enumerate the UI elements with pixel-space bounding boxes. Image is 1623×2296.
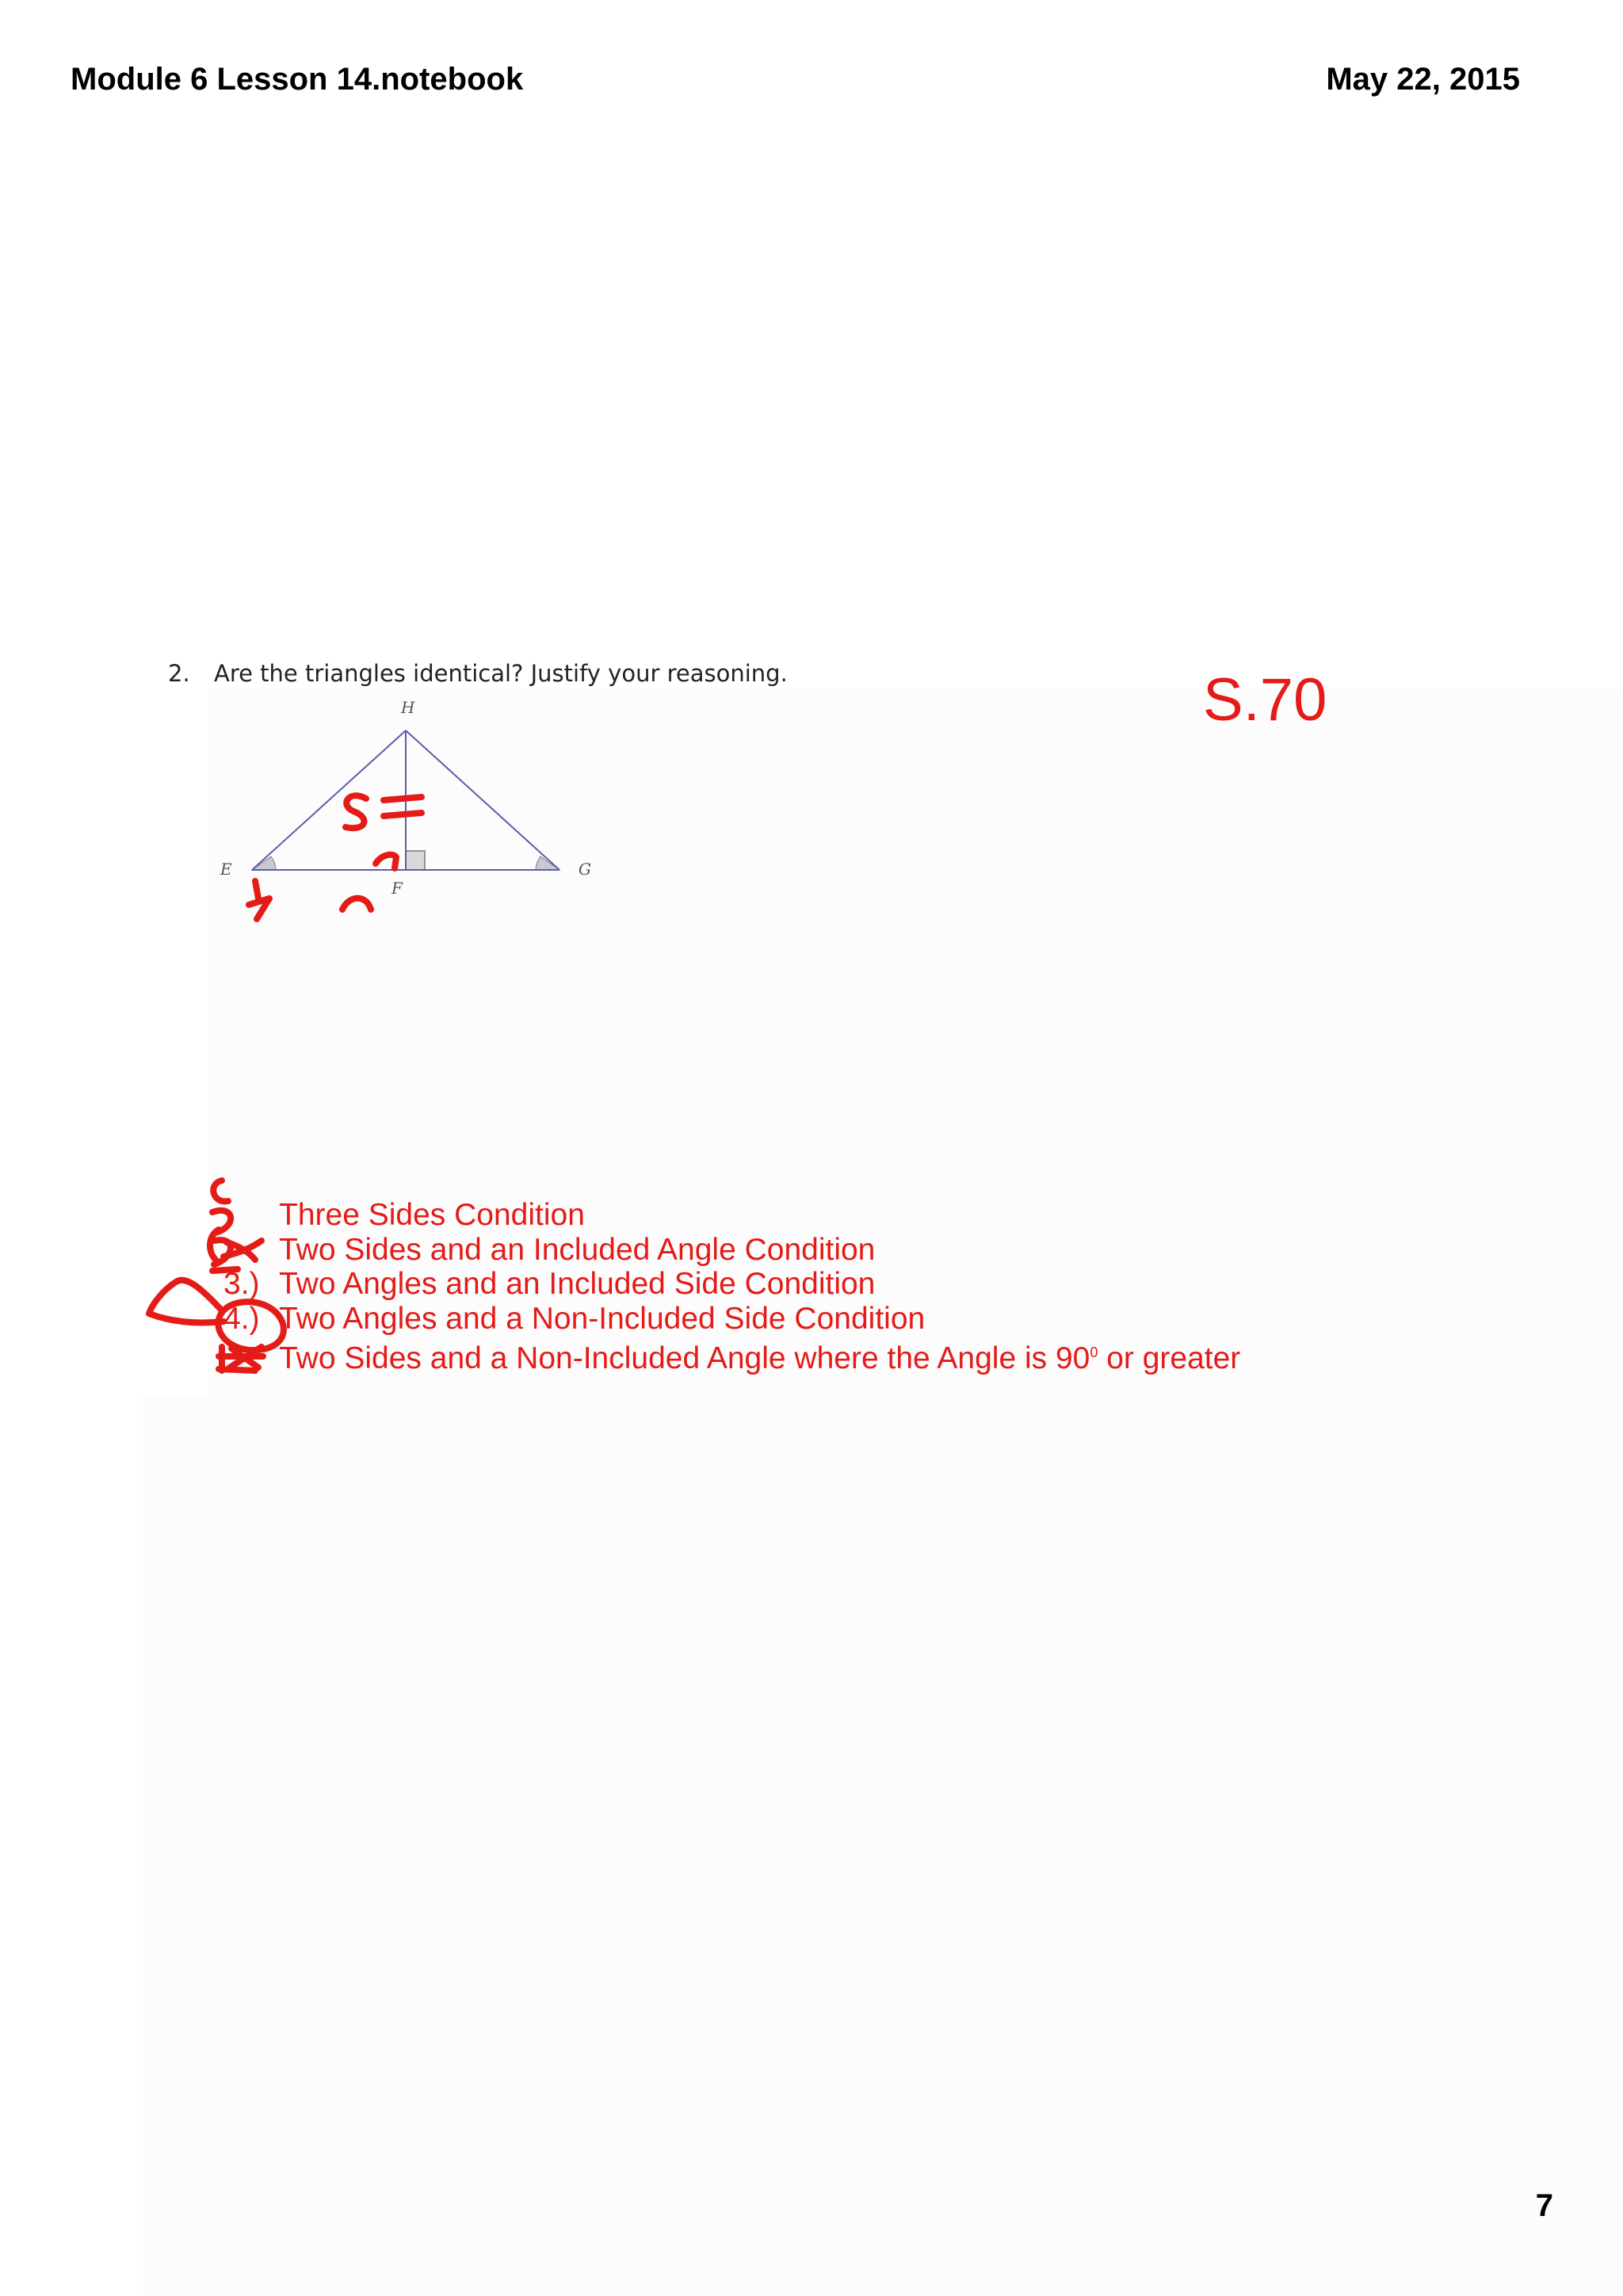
vertex-label-h: H: [401, 698, 415, 717]
condition-item: [223, 1302, 1240, 1337]
condition-text: Three Sides Condition: [279, 1198, 585, 1232]
condition-text-main: Two Sides and a Non-Included Angle where the Angle is 90: [279, 1341, 1090, 1375]
condition-number: 4.): [223, 1301, 260, 1336]
condition-text: [279, 1336, 1240, 1376]
segment-hg: [406, 730, 559, 870]
condition-number: 3.): [223, 1267, 260, 1301]
notebook-page-background-lower: [143, 1394, 1623, 2296]
condition-text: Two Angles and a Non-Included Side Condition: [279, 1301, 926, 1336]
condition-item: [223, 1233, 1240, 1268]
question-text: Are the triangles identical? Justify your reasoning.: [214, 660, 788, 687]
congruence-conditions-list: [223, 1198, 1240, 1376]
degree-superscript: 0: [1090, 1344, 1098, 1360]
condition-text: Two Sides and an Included Angle Condition: [279, 1232, 876, 1267]
condition-item: [223, 1198, 1240, 1233]
vertex-label-g: G: [579, 860, 591, 879]
question-prompt: [168, 660, 788, 687]
vertex-label-e: E: [220, 860, 232, 879]
notebook-date: May 22, 2015: [1326, 62, 1520, 97]
right-angle-mark: [406, 851, 425, 870]
question-number: 2.: [168, 660, 190, 687]
vertex-label-f: F: [391, 879, 403, 898]
condition-item: [223, 1336, 1240, 1376]
condition-text: Two Angles and an Included Side Condition: [279, 1267, 876, 1301]
condition-item: [223, 1267, 1240, 1302]
page-number: 7: [1535, 2188, 1553, 2223]
handwritten-page-reference: S.70: [1203, 666, 1327, 734]
segment-eh: [252, 730, 406, 870]
triangle-figure: [206, 689, 618, 943]
condition-text-suffix: or greater: [1098, 1341, 1241, 1375]
notebook-title: Module 6 Lesson 14.notebook: [71, 62, 524, 97]
